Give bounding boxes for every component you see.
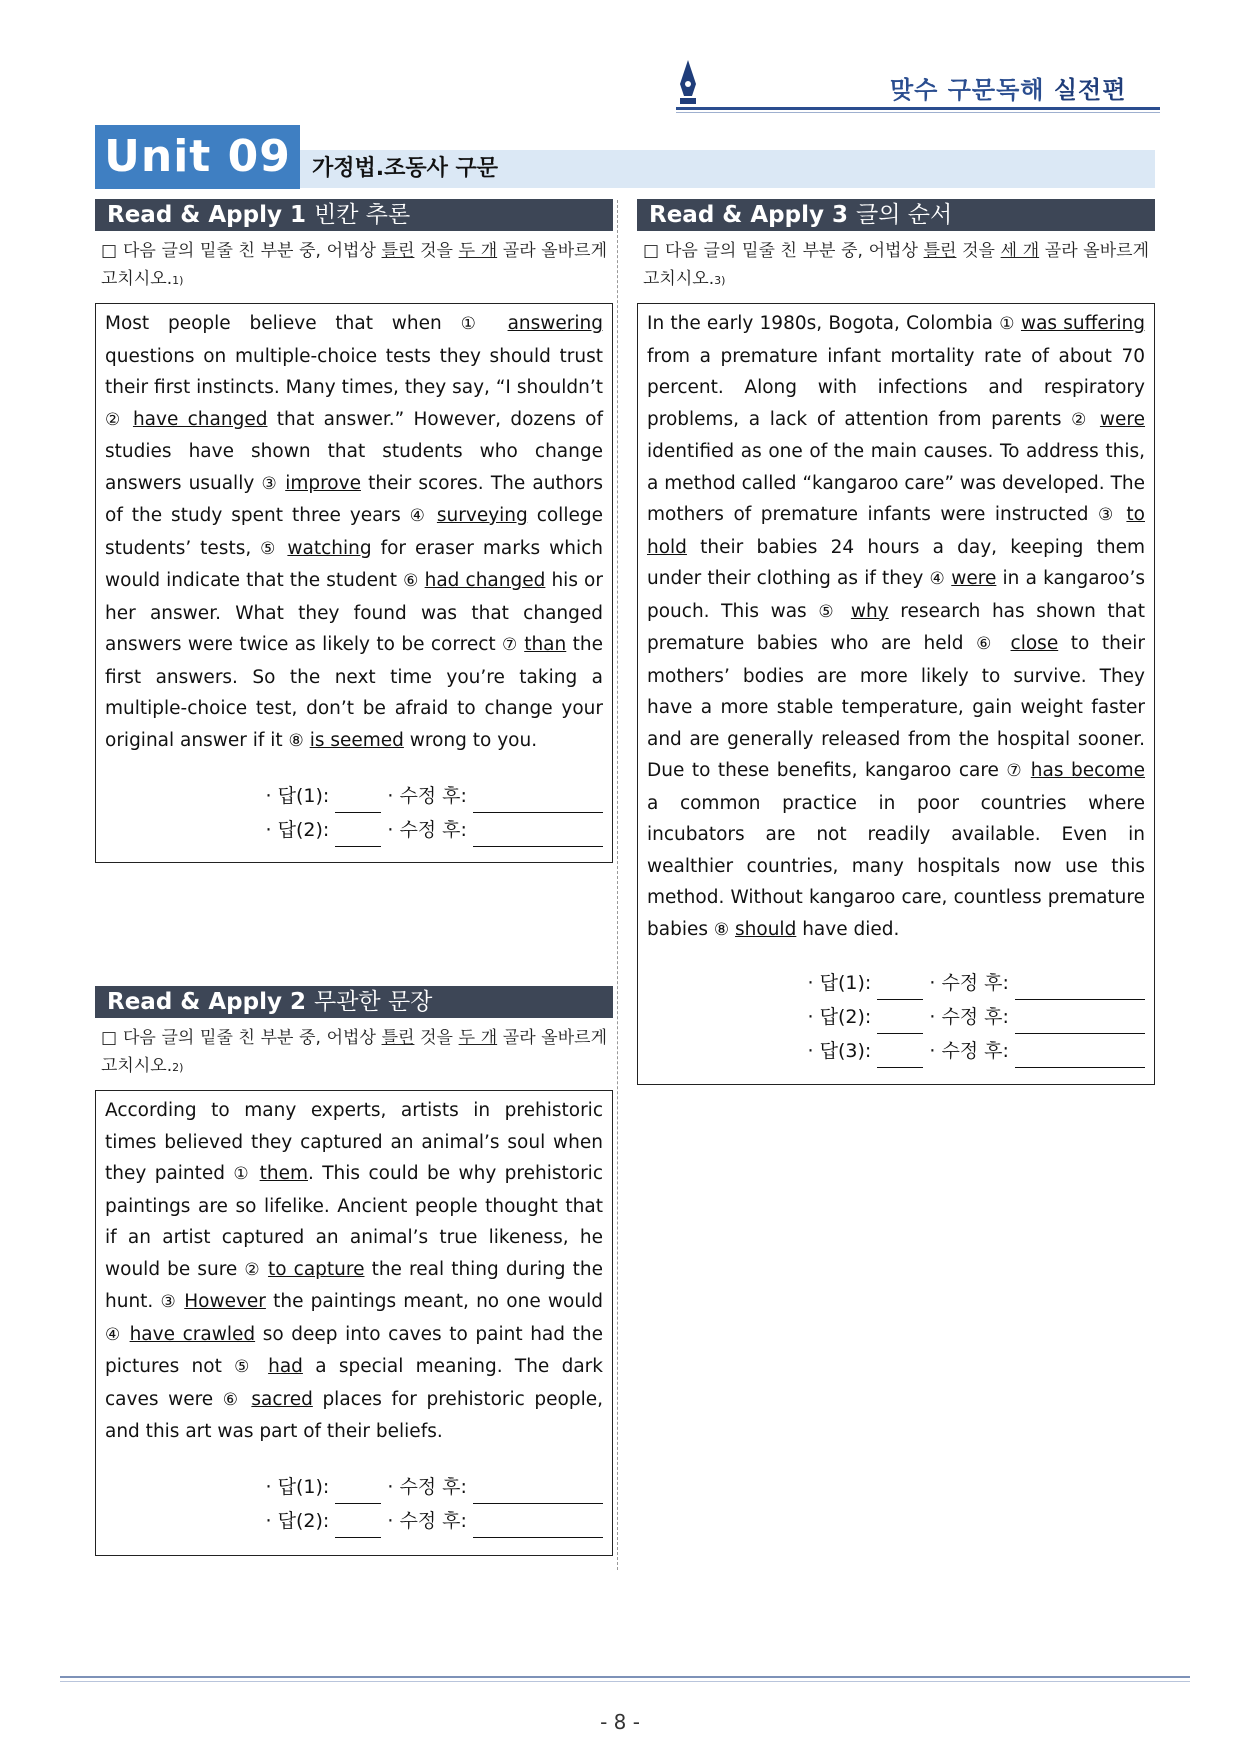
section-1-instruction: □ 다음 글의 밑줄 친 부분 중, 어법상 틀린 것을 두 개 골라 올바르게 고치시오.1) (101, 241, 607, 289)
section-1 (95, 199, 613, 863)
correction-blank[interactable] (473, 826, 603, 847)
answer-row: · 답(1): · 수정 후: (647, 966, 1145, 1000)
section-3-answers (647, 966, 1145, 1068)
pen-nib-icon (676, 58, 700, 108)
answer-blank[interactable] (877, 1013, 923, 1034)
unit-subtitle: 가정법.조동사 구문 (312, 156, 499, 181)
correction-blank[interactable] (473, 1483, 603, 1504)
footer-rule (60, 1676, 1190, 1678)
answer-blank[interactable] (335, 792, 381, 813)
section-2-passage-box (95, 1090, 613, 1556)
answer-blank[interactable] (335, 1483, 381, 1504)
section-2-answers (105, 1470, 603, 1538)
answer-row: · 답(2): · 수정 후: (105, 813, 603, 847)
section-1-header: Read & Apply 1 빈칸 추론 (95, 199, 613, 231)
answer-blank[interactable] (335, 1517, 381, 1538)
correction-blank[interactable] (473, 792, 603, 813)
unit-label: Unit 09 (95, 125, 300, 189)
answer-row: · 답(1): · 수정 후: (105, 779, 603, 813)
correction-blank[interactable] (473, 1517, 603, 1538)
correction-blank[interactable] (1015, 1013, 1145, 1034)
section-2-instruction: □ 다음 글의 밑줄 친 부분 중, 어법상 틀린 것을 두 개 골라 올바르게 고치시오.2) (101, 1028, 607, 1076)
section-2-passage: According to many experts, artists in prehistoric times believed they captured an animal’s soul when they painted ① them. This could be why prehistoric paintings are so lifelike. Ancient people thought that if an artist captured an animal’s true likeness, he would be sure ② to capture the real thing during the hunt. ③ However the paintings meant, no one would ④ have crawled so deep into caves to paint had the pictures not ⑤ had a special meaning. The dark caves were ⑥ sacred places for prehistoric people, and this art was part of their beliefs. (105, 1100, 604, 1442)
correction-blank[interactable] (1015, 1047, 1145, 1068)
answer-row: · 답(1): · 수정 후: (105, 1470, 603, 1504)
answer-row: · 답(3): · 수정 후: (647, 1034, 1145, 1068)
footer-rule-thin (60, 1681, 1190, 1682)
answer-row: · 답(2): · 수정 후: (647, 1000, 1145, 1034)
header-rule (676, 107, 1160, 110)
section-2-header: Read & Apply 2 무관한 문장 (95, 986, 613, 1018)
series-title: 맞수 구문독해 실전편 (890, 76, 1127, 104)
correction-blank[interactable] (1015, 979, 1145, 1000)
page-number: - 8 - (600, 1710, 640, 1734)
section-3-passage-box (637, 303, 1155, 1085)
answer-blank[interactable] (335, 826, 381, 847)
answer-blank[interactable] (877, 1047, 923, 1068)
answer-row: · 답(2): · 수정 후: (105, 1504, 603, 1538)
section-3 (637, 199, 1155, 1085)
header-rule-thin (676, 112, 1160, 113)
column-divider (617, 200, 618, 1570)
section-1-passage: Most people believe that when ① answering questions on multiple-choice tests they should trust their first instincts. Many times, they say, “I shouldn’t ② have changed that answer.” However, dozens of studies have shown that students who change answers usually ③ improve their scores. The authors of the study spent three years ④ surveying college students’ tests, ⑤ watching for eraser marks which would indicate that the student ⑥ had changed his or her answer. What they found was that changed answers were twice as likely to be correct ⑦ than the first answers. So the next time you’re taking a multiple-choice test, don’t be afraid to change your original answer if it ⑧ is seemed wrong to you. (105, 313, 604, 751)
section-3-passage: In the early 1980s, Bogota, Colombia ① was suffering from a premature infant mortality rate of about 70 percent. Along with infections and respiratory problems, a lack of attention from parents ② were identified as one of the main causes. To address this, a method called “kangaroo care” was developed. The mothers of premature infants were instructed ③ to hold their babies 24 hours a day, keeping them under their clothing as if they ④ were in a kangaroo’s pouch. This was ⑤ why research has shown that premature babies who are held ⑥ close to their mothers’ bodies are more likely to survive. They have a more stable temperature, gain weight faster and are generally released from the hospital sooner. Due to these benefits, kangaroo care ⑦ has become a common practice in poor countries where incubators are not readily available. Even in wealthier countries, many hospitals now use this method. Without kangaroo care, countless premature babies ⑧ should have died. (647, 313, 1146, 940)
section-1-answers (105, 779, 603, 847)
answer-blank[interactable] (877, 979, 923, 1000)
section-1-passage-box (95, 303, 613, 863)
section-3-header: Read & Apply 3 글의 순서 (637, 199, 1155, 231)
section-3-instruction: □ 다음 글의 밑줄 친 부분 중, 어법상 틀린 것을 세 개 골라 올바르게 고치시오.3) (643, 241, 1149, 289)
section-2 (95, 986, 613, 1556)
